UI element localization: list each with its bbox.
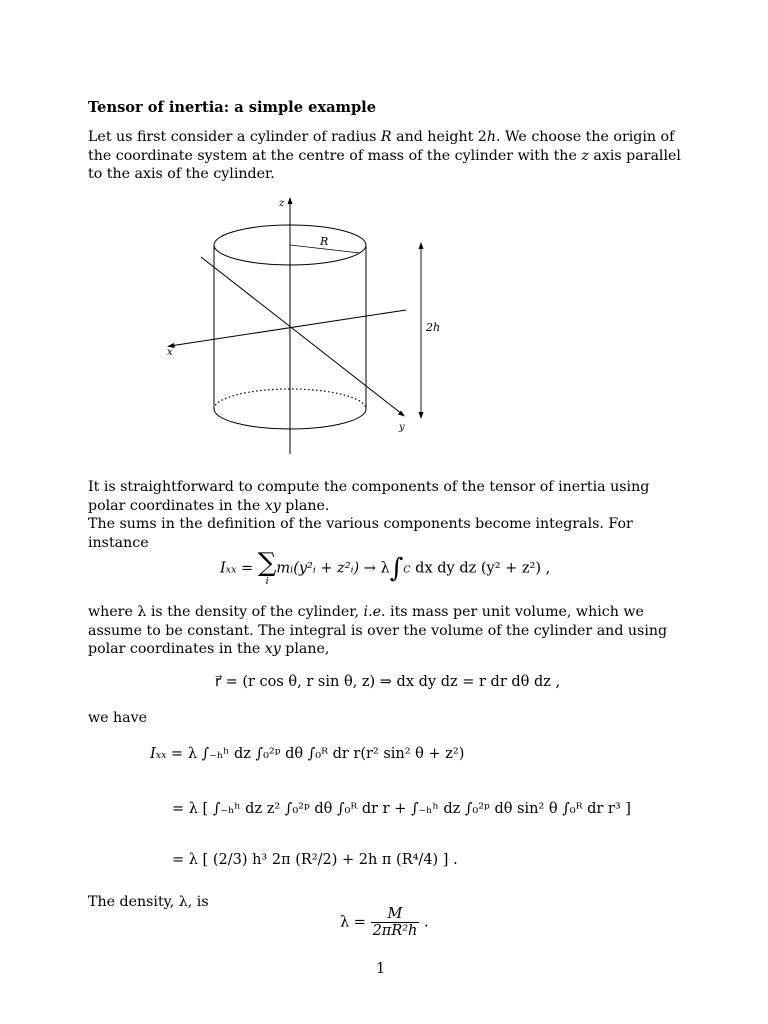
equation-lambda: λ = $\frac{M}{\text{2πR²h}}$ . [340, 906, 429, 939]
equation-polar-coords: r⃗ = (r cos θ, r sin θ, z) ⇒ dx dy dz = r dr dθ dz , [215, 674, 561, 690]
equation-ixx-line3: = λ [ (2/3) h³ 2π (R²/2) + 2h π (R⁴/4) ] . [172, 852, 458, 868]
x-axis [170, 310, 406, 346]
cylinder-figure [160, 192, 450, 462]
equation-ixx-line2: = λ [ ∫₋ₕʰ dz z² ∫₀²ᵖ dθ ∫₀ᴿ dr r + ∫₋ₕʰ dz ∫₀²ᵖ dθ sin² θ ∫₀ᴿ dr r³ ] [172, 801, 631, 817]
paragraph-polar: It is straightforward to compute the components of the tensor of inertia using polar coordinates in the xy plane. [88, 479, 650, 514]
section-heading: Tensor of inertia: a simple example [88, 99, 376, 116]
paragraph-density: where λ is the density of the cylinder, i.e. its mass per unit volume, which we assume to be constant. The integral is over the volume of the cylinder and using polar coordinates in the xy plane, [88, 604, 668, 657]
radius-label: R [320, 235, 329, 248]
y-axis [201, 257, 402, 414]
x-axis-label: x [167, 347, 173, 358]
paragraph-we-have: we have [88, 710, 148, 726]
y-axis-label: y [399, 422, 405, 433]
page-number: 1 [376, 961, 386, 977]
paragraph-sums: The sums in the definition of the various components become integrals. For instance [88, 516, 633, 551]
equation-ixx-sum: Ixx = ∑ i mi(y²ᵢ + z²ᵢ) → λ∫C dx dy dz (y² + z²) , [220, 548, 551, 587]
height-label: 2h [426, 321, 441, 334]
paragraph-density-is: The density, λ, is [88, 894, 209, 910]
z-axis-label: z [279, 198, 285, 209]
paragraph-intro: Let us first consider a cylinder of radius R and height 2h. We choose the origin of the coordinate system at the centre of mass of the cylinder with the z axis parallel to the axis of the cylinder. [88, 129, 681, 182]
equation-ixx-line1: Ixx = λ ∫₋ₕʰ dz ∫₀²ᵖ dθ ∫₀ᴿ dr r(r² sin² θ + z²) [150, 746, 465, 762]
